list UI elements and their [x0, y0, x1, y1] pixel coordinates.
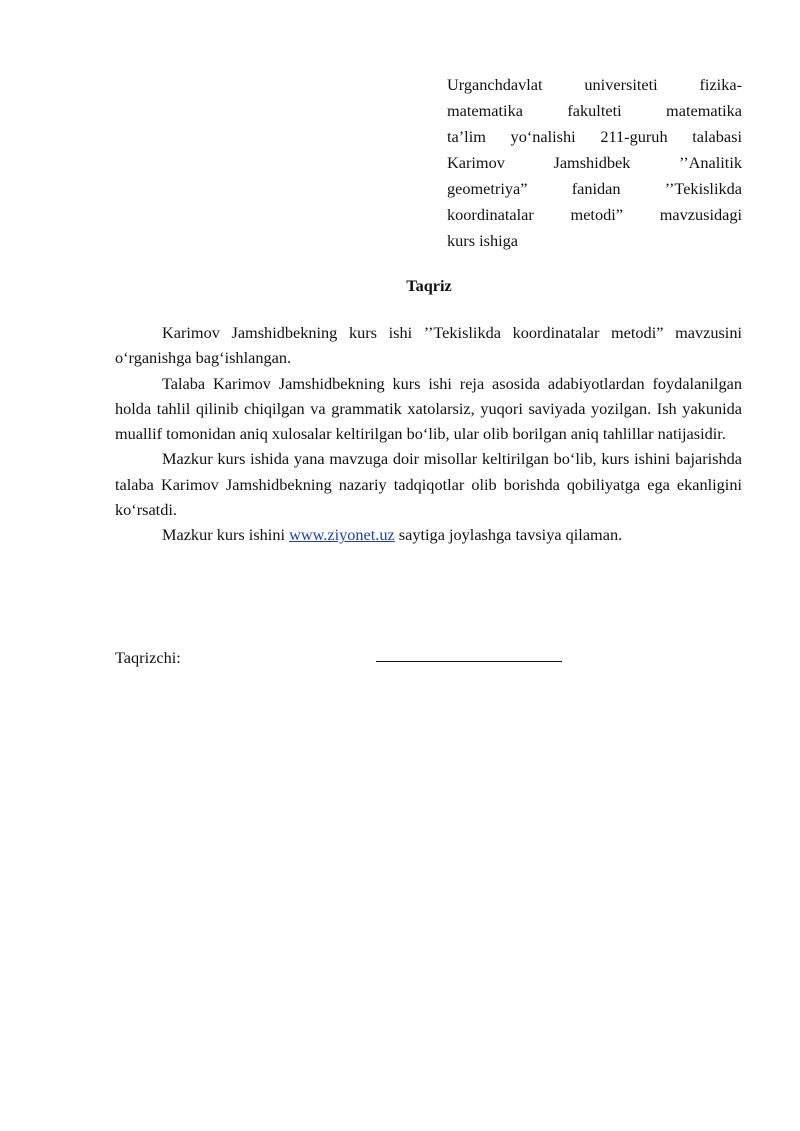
addressee-block [447, 72, 742, 254]
review-body [115, 320, 742, 548]
addressee-line: Karimov Jamshidbek ’’Analitik [447, 153, 742, 172]
recommendation-text-start: Mazkur kurs ishini [162, 525, 290, 545]
ziyonet-link[interactable]: www.ziyonet.uz [289, 525, 395, 545]
addressee-line: kurs ishiga [447, 231, 518, 250]
paragraph-topic: Karimov Jamshidbekning kurs ishi ’’Tekislikda koordinatalar metodi” mavzusini o‘rganishga bag‘ishlangan. [115, 323, 742, 368]
document-title: Taqriz [406, 276, 452, 295]
paragraph-recommendation [115, 522, 742, 547]
addressee-line: geometriya” fanidan ’’Tekislikda [447, 179, 742, 198]
paragraph-examples: Mazkur kurs ishida yana mavzuga doir misollar keltirilgan bo‘lib, kurs ishini bajarishda talaba Karimov Jamshidbekning nazariy tadqiqotlar olib borishda qobiliyatga ega ekanligini ko‘rsatdi. [115, 449, 742, 520]
addressee-line: Urganchdavlat universiteti fizika- [447, 75, 742, 94]
paragraph-assessment: Talaba Karimov Jamshidbekning kurs ishi reja asosida adabiyotlardan foydalanilgan holda tahlil qilinib chiqilgan va grammatik xatolarsiz, yuqori saviyada yozilgan. Ish yakunida muallif tomonidan aniq xulosalar keltirilgan bo‘lib, ular olib borilgan aniq tahlillar natijasidir. [115, 373, 742, 444]
signature-line [376, 661, 562, 662]
reviewer-label: Taqrizchi: [115, 648, 181, 667]
addressee-line: ta’lim yo‘nalishi 211-guruh talabasi [447, 127, 742, 146]
addressee-line: matematika fakulteti matematika [447, 101, 742, 120]
addressee-line: koordinatalar metodi” mavzusidagi [447, 205, 742, 224]
recommendation-text-end: saytiga joylashga tavsiya qilaman. [394, 525, 623, 545]
